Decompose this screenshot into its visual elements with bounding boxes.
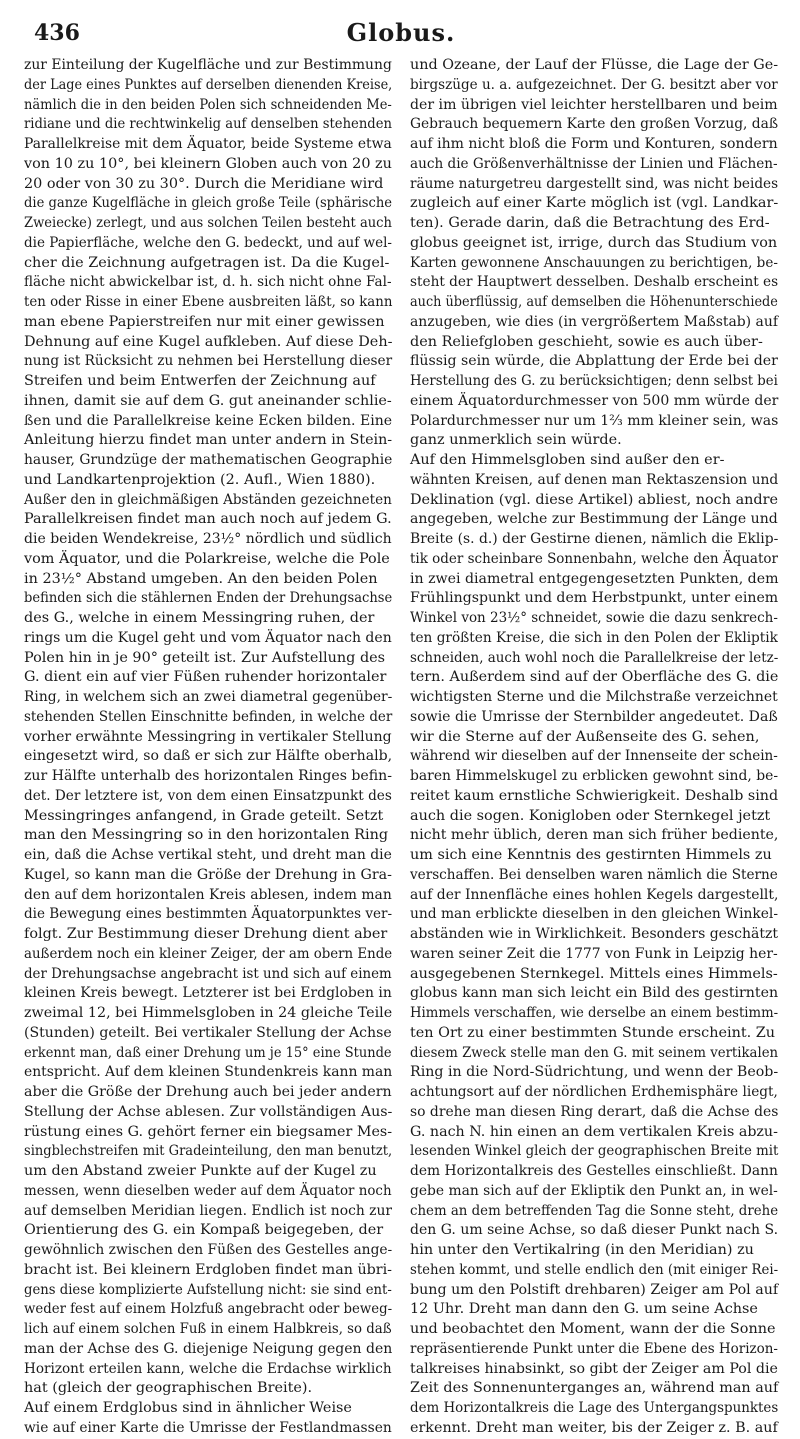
text-line: ten). Gerade darin, daß die Betrachtung des Erd-	[410, 215, 770, 231]
text-line: Anleitung hierzu findet man unter andern in Stein-	[24, 432, 393, 449]
text-line: globus kann man sich leicht ein Bild des gestirnten	[410, 985, 779, 1002]
text-line: zugleich auf einer Karte möglich ist (vgl. Landkar-	[410, 195, 779, 212]
text-line: von 10 zu 10°, bei kleinern Globen auch von 20 zu	[24, 155, 392, 172]
text-line: gewöhnlich zwischen den Füßen des Gestelles ange-	[24, 1242, 393, 1258]
text-line: die Bewegung eines bestimmten Äquatorpunktes ver-	[24, 906, 393, 923]
running-title: Globus.	[346, 18, 456, 47]
text-line: Polardurchmesser nur um 1⅔ mm kleiner sein, was	[410, 412, 779, 429]
text-line: rüstung eines G. gehört ferner ein biegsamer Mes-	[24, 1123, 393, 1140]
text-line: stehenden Stellen Einschnitte befinden, in welche der	[24, 708, 393, 725]
text-line: eingesetzt wird, so daß er sich zur Hälfte oberhalb,	[24, 748, 393, 765]
text-line: in zwei diametral entgegengesetzten Punkten, dem	[410, 570, 779, 587]
text-line: angegeben, welche zur Bestimmung der Länge und	[410, 511, 778, 528]
text-line: auf ihm nicht bloß die Form und Konturen, sondern	[410, 136, 778, 152]
text-line: cher die Zeichnung aufgetragen ist. Da die Kugel-	[24, 254, 390, 271]
text-line: den Reliefgloben geschieht, sowie es auch über-	[410, 333, 763, 350]
text-line: die ganze Kugelfläche in gleich große Teile (sphärische	[24, 195, 393, 212]
text-line: und man erblickte dieselben in den gleichen Winkel-	[410, 906, 779, 923]
text-line: Orientierung des G. ein Kompaß beigegeben, der	[24, 1222, 384, 1239]
right-column	[410, 56, 779, 1436]
text-line: Außer den in gleichmäßigen Abständen gezeichneten	[24, 491, 392, 508]
text-line: während wir dieselben auf der Innenseite der schein-	[410, 748, 778, 765]
text-line: Himmels verschaffen, wie derselbe an einem bestimm-	[410, 1005, 779, 1021]
text-line: talkreises hinabsinkt, so gibt der Zeiger am Pol die	[410, 1360, 778, 1377]
text-line: Ring in die Nord-Südrichtung, und wenn der Beob-	[410, 1064, 779, 1081]
text-line: ein, daß die Achse vertikal steht, und dreht man die	[24, 847, 392, 863]
text-line: abständen wie in Wirklichkeit. Besonders geschätzt	[410, 926, 779, 942]
text-line: 20 oder von 30 zu 30°. Durch die Meridiane wird	[24, 175, 384, 192]
text-line: Polen hin in je 90° geteilt ist. Zur Aufstellung des	[24, 649, 386, 666]
text-line: auch überflüssig, auf demselben die Höhenunterschiede	[410, 294, 778, 310]
text-line: wähnten Kreisen, auf denen man Rektaszension und	[410, 471, 779, 488]
text-line: auch die sogen. Konigloben oder Sternkegel jetzt	[410, 807, 771, 824]
text-line: den G. um seine Achse, so daß dieser Punkt nach S.	[410, 1222, 779, 1239]
text-line: der im übrigen viel leichter herstellbaren und beim	[410, 96, 778, 113]
text-line: die beiden Wendekreise, 23½° nördlich und südlich	[24, 531, 392, 547]
text-line: det. Der letztere ist, von dem einen Einsatzpunkt des	[24, 787, 392, 804]
text-line: des G., welche in einem Messingring ruhen, der	[24, 610, 375, 626]
text-line: nicht mehr üblich, deren man sich früher bediente,	[410, 827, 779, 844]
text-line: messen, wenn dieselben weder auf dem Äquator noch	[24, 1182, 392, 1199]
text-line: zweimal 12, bei Himmelsgloben in 24 gleiche Teile	[24, 1005, 393, 1021]
text-line: gens diese komplizierte Aufstellung nicht: sie sind ent-	[24, 1281, 392, 1298]
text-line: und Ozeane, der Lauf der Flüsse, die Lage der Ge-	[410, 57, 779, 73]
text-line: dem Horizontalkreis des Gestelles einschließt. Dann	[410, 1163, 778, 1179]
text-line: repräsentierende Punkt unter die Ebene des Horizon-	[410, 1340, 778, 1357]
text-line: G. nach N. hin einen an dem vertikalen Kreis abzu-	[410, 1123, 778, 1140]
text-line: Ring, in welchem sich an zwei diametral gegenüber-	[24, 689, 393, 705]
text-line: lesenden Winkel gleich der geographischen Breite mit	[410, 1143, 779, 1160]
text-line: den auf dem horizontalen Kreis ablesen, indem man	[24, 886, 392, 903]
text-line: dem Horizontalkreis die Lage des Untergangspunktes	[410, 1400, 779, 1416]
text-line: man den Messingring so in den horizontalen Ring	[24, 827, 389, 844]
text-columns	[24, 56, 779, 1436]
text-line: flüssig sein würde, die Abplattung der Erde bei der	[410, 353, 778, 370]
text-line: Parallelkreise mit dem Äquator, beide Systeme etwa	[24, 136, 392, 152]
text-line: anzugeben, wie dies (in vergrößertem Maßstab) auf	[410, 313, 778, 330]
text-line: weder fest auf einem Holzfuß angebracht oder beweg-	[24, 1301, 393, 1318]
text-line: birgszüge u. a. aufgezeichnet. Der G. besitzt aber vor	[410, 76, 778, 93]
text-line: tik oder scheinbare Sonnenbahn, welche den Äquator	[410, 550, 778, 567]
text-line: ridiane und die rechtwinkelig auf denselben stehenden	[24, 116, 392, 133]
text-line: und beobachtet den Moment, wann der die Sonne	[410, 1321, 776, 1337]
text-line: Kugel, so kann man die Größe der Drehung in Gra-	[24, 866, 392, 883]
text-line: hauser, Grundzüge der mathematischen Geographie	[24, 452, 393, 468]
text-line: räume naturgetreu dargestellt sind, was nicht beides	[410, 175, 779, 192]
text-line: und Landkartenprojektion (2. Aufl., Wien 1880).	[24, 471, 376, 488]
text-line: Streifen und beim Entwerfen der Zeichnung auf	[24, 373, 376, 389]
text-line: ihnen, damit sie auf dem G. gut aneinander schlie-	[24, 392, 392, 409]
text-line: einem Äquatordurchmesser von 500 mm würde der	[410, 392, 779, 409]
text-line: Auf den Himmelsgloben sind außer den er-	[410, 452, 725, 468]
text-line: entspricht. Auf dem kleinen Stundenkreis kann man	[24, 1064, 393, 1081]
text-line: Zeit des Sonnenunterganges an, während man auf	[410, 1380, 779, 1397]
text-line: Parallelkreisen findet man auch noch auf jedem G.	[24, 511, 392, 528]
text-line: erkennt. Dreht man weiter, bis der Zeiger z. B. auf	[410, 1419, 778, 1436]
text-line: gebe man sich auf der Ekliptik den Punkt an, in wel-	[410, 1182, 778, 1199]
text-line: wichtigsten Sterne und die Milchstraße verzeichnet	[410, 689, 778, 705]
text-line: wie auf einer Karte die Umrisse der Festlandmassen	[24, 1419, 392, 1436]
text-line: befinden sich die stählernen Enden der Drehungsachse	[24, 590, 393, 607]
text-line: rings um die Kugel geht und vom Äquator nach den	[24, 629, 392, 646]
text-line: ten oder Risse in einer Ebene ausbreiten läßt, so kann	[24, 294, 393, 310]
text-line: schneiden, auch wohl noch die Parallelkreise der letz-	[410, 649, 779, 666]
text-line: steht der Hauptwert desselben. Deshalb erscheint es	[410, 274, 779, 291]
text-line: ausgegebenen Sternkegel. Mittels eines Himmels-	[410, 965, 778, 982]
text-line: Deklination (vgl. diese Artikel) abliest, noch andre	[410, 491, 779, 508]
text-line: um den Abstand zweier Punkte auf der Kugel zu	[24, 1163, 377, 1179]
text-line: Stellung der Achse ablesen. Zur vollständigen Aus-	[24, 1103, 393, 1120]
text-line: Winkel von 23½° schneidet, sowie die dazu senkrech-	[410, 610, 778, 626]
text-line: ganz unmerklich sein würde.	[410, 432, 622, 449]
text-line: der Lage eines Punktes auf derselben dienenden Kreise,	[24, 76, 393, 93]
text-line: bung um den Polstift drehbaren) Zeiger am Pol auf	[410, 1281, 779, 1298]
text-line: Horizont erteilen kann, welche die Erdachse wirklich	[24, 1360, 392, 1377]
text-line: diesem Zweck stelle man den G. mit seinem vertikalen	[410, 1044, 779, 1061]
text-line: um sich eine Kenntnis des gestirnten Himmels zu	[410, 847, 772, 863]
text-line: globus geeignet ist, irrige, durch das Studium von	[410, 234, 778, 251]
text-line: die Papierfläche, welche den G. bedeckt, und auf wel-	[24, 234, 392, 251]
text-line: zur Hälfte unterhalb des horizontalen Ringes befin-	[24, 768, 392, 784]
text-line: bracht ist. Bei kleinern Erdgloben findet man übri-	[24, 1261, 392, 1278]
text-line: fläche nicht abwickelbar ist, d. h. sich nicht ohne Fal-	[24, 274, 392, 291]
page-number: 436	[34, 20, 80, 46]
text-line: stehen kommt, und stelle endlich den (mit einiger Rei-	[410, 1261, 779, 1278]
text-line: Frühlingspunkt und dem Herbstpunkt, unter einem	[410, 590, 779, 607]
text-line: (Stunden) geteilt. Bei vertikaler Stellung der Achse	[24, 1024, 392, 1041]
text-line: singblechstreifen mit Gradeinteilung, den man benutzt,	[24, 1143, 393, 1160]
text-line: ßen und die Parallelkreise keine Ecken bilden. Eine	[24, 412, 393, 429]
text-line: nämlich die in den beiden Polen sich schneidenden Me-	[24, 96, 392, 113]
text-line: achtungsort auf der nördlichen Erdhemisphäre liegt,	[410, 1084, 778, 1100]
text-line: zur Einteilung der Kugelfläche und zur Bestimmung	[24, 57, 392, 73]
text-line: tern. Außerdem sind auf der Oberfläche des G. die	[410, 669, 779, 686]
text-line: hat (gleich der geographischen Breite).	[24, 1380, 313, 1397]
text-line: Herstellung des G. zu berücksichtigen; denn selbst bei	[410, 373, 778, 389]
text-line: G. dient ein auf vier Füßen ruhender horizontaler	[24, 669, 387, 686]
text-line: kleinen Kreis bewegt. Letzterer ist bei Erdgloben in	[24, 985, 392, 1002]
text-line: vom Äquator, und die Polarkreise, welche die Pole	[24, 550, 390, 567]
text-line: Zweiecke) zerlegt, und aus solchen Teilen besteht auch	[24, 215, 392, 231]
text-line: chem an dem betreffenden Tag die Sonne steht, drehe	[410, 1202, 779, 1219]
text-line: man ebene Papierstreifen nur mit einer gewissen	[24, 313, 385, 330]
page-header	[24, 14, 778, 52]
text-line: 12 Uhr. Dreht man dann den G. um seine Achse	[410, 1301, 758, 1318]
text-line: ten größten Kreise, die sich in den Polen der Ekliptik	[410, 629, 778, 646]
text-line: auf demselben Meridian liegen. Endlich ist noch zur	[24, 1202, 393, 1219]
text-line: baren Himmelskugel zu erblicken gewohnt sind, be-	[410, 768, 779, 784]
text-line: waren seiner Zeit die 1777 von Funk in Leipzig her-	[410, 945, 778, 962]
text-line: nung ist Rücksicht zu nehmen bei Herstellung dieser	[24, 353, 393, 370]
text-line: der Drehungsachse angebracht ist und sich auf einem	[24, 965, 392, 982]
text-line: in 23½° Abstand umgeben. An den beiden Polen	[24, 570, 378, 587]
left-column	[24, 56, 393, 1436]
text-line: sowie die Umrisse der Sternbilder angedeutet. Daß	[410, 708, 778, 725]
text-line: reitet kaum ernstliche Schwierigkeit. Deshalb sind	[410, 787, 779, 804]
text-line: außerdem noch ein kleiner Zeiger, der am obern Ende	[24, 945, 393, 962]
text-line: verschaffen. Bei denselben waren nämlich die Sterne	[410, 866, 778, 883]
text-line: so drehe man diesen Ring derart, daß die Achse des	[410, 1103, 779, 1120]
text-line: Auf einem Erdglobus sind in ähnlicher Weise	[24, 1400, 352, 1416]
text-line: aber die Größe der Drehung auch bei jeder andern	[24, 1084, 392, 1100]
text-line: lich auf einem solchen Fuß in einem Halbkreis, so daß	[24, 1321, 392, 1337]
text-line: Dehnung auf eine Kugel aufkleben. Auf diese Deh-	[24, 333, 393, 350]
text-line: man der Achse des G. diejenige Neigung gegen den	[24, 1340, 393, 1357]
text-line: ten Ort zu einer bestimmten Stunde erscheint. Zu	[410, 1024, 776, 1041]
text-line: Breite (s. d.) der Gestirne dienen, nämlich die Eklip-	[410, 531, 779, 547]
text-line: vorher erwähnte Messingring in vertikaler Stellung	[24, 728, 392, 745]
text-line: hin unter den Vertikalring (in den Meridian) zu	[410, 1242, 754, 1258]
text-line: Gebrauch bequemern Karte den großen Vorzug, daß	[410, 116, 779, 133]
text-line: auf der Innenfläche eines hohlen Kegels dargestellt,	[410, 886, 779, 903]
text-line: folgt. Zur Bestimmung dieser Drehung dient aber	[24, 926, 388, 942]
text-line: auch die Größenverhältnisse der Linien und Flächen-	[410, 155, 778, 172]
text-line: erkennt man, daß einer Drehung um je 15° eine Stunde	[24, 1044, 392, 1061]
text-line: Messingringes anfangend, in Grade geteilt. Setzt	[24, 807, 384, 824]
text-line: Karten gewonnene Anschauungen zu berichtigen, be-	[410, 254, 778, 271]
text-line: wir die Sterne auf der Außenseite des G. sehen,	[410, 728, 760, 745]
